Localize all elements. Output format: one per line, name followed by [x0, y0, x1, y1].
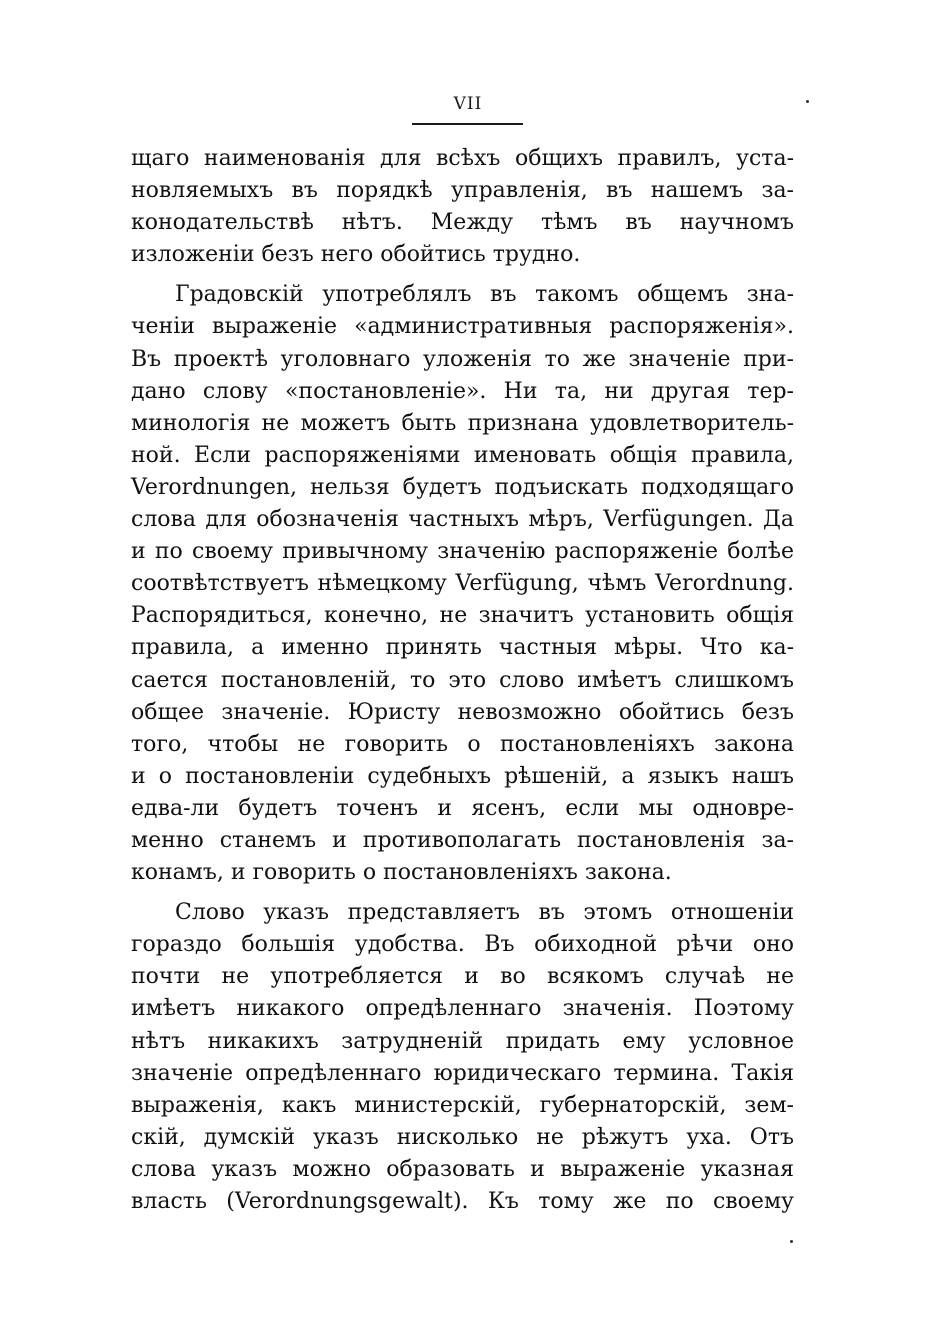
text-line: минологія не можетъ быть признана удовлетворитель- — [131, 410, 794, 436]
text-line: ной. Если распоряженіями именовать общія правила, — [131, 442, 794, 468]
text-line: имѣетъ никакого опредѣленнаго значенія. Поэтому — [131, 996, 794, 1022]
text-line: значеніе опредѣленнаго юридическаго термина. Такія — [131, 1060, 794, 1086]
text-line: менно станемъ и противополагать постановленія за- — [131, 827, 794, 853]
text-line: слова для обозначенія частныхъ мѣръ, Verfügungen. Да — [131, 507, 794, 533]
text-line: Слово указъ представляетъ въ этомъ отношеніи — [175, 900, 794, 926]
paragraph-gap — [131, 271, 794, 279]
page-number: VII — [453, 94, 483, 114]
text-line: сается постановленій, то это слово имѣетъ слишкомъ — [131, 667, 794, 693]
text-line: Распорядиться, конечно, не значитъ установить общія — [131, 603, 794, 629]
text-line: общее значеніе. Юристу невозможно обойтись безъ — [131, 699, 794, 725]
text-line: изложеніи безъ него обойтись трудно. — [131, 242, 581, 268]
text-line: и по своему привычному значенію распоряженіе болѣе — [131, 539, 794, 565]
paragraph-gap — [131, 889, 794, 897]
text-line: Verordnungen, нельзя будетъ подъискать подходящаго — [131, 474, 794, 500]
paragraph — [131, 143, 794, 271]
speck-mark — [790, 1240, 793, 1243]
text-line: и о постановленіи судебныхъ рѣшеній, а языкъ нашъ — [131, 763, 794, 789]
text-line: едва-ли будетъ точенъ и ясенъ, если мы одновре- — [131, 795, 794, 821]
text-line: соотвѣтствуетъ нѣмецкому Verfügung, чѣмъ Verordnung. — [131, 571, 794, 597]
text-line: скій, думскій указъ нисколько не рѣжутъ уха. Отъ — [131, 1124, 794, 1150]
text-line: конамъ, и говорить о постановленіяхъ закона. — [131, 860, 672, 886]
text-line: новляемыхъ въ порядкѣ управленія, въ нашемъ за- — [131, 178, 794, 204]
text-line: щаго наименованія для всѣхъ общихъ правилъ, уста- — [131, 146, 794, 171]
text-line: ченіи выраженіе «административныя распоряженія». — [131, 314, 794, 340]
text-line: правила, а именно принять частныя мѣры. Что ка- — [131, 635, 794, 661]
text-line: нѣтъ никакихъ затрудненій придать ему условное — [131, 1028, 794, 1054]
header-rule — [412, 123, 523, 125]
text-line: Градовскій употреблялъ въ такомъ общемъ зна- — [175, 282, 794, 308]
paragraph — [131, 897, 794, 1218]
text-line: выраженія, какъ министерскій, губернаторскій, зем- — [131, 1092, 794, 1118]
speck-mark — [806, 100, 809, 103]
text-line: конодательствѣ нѣтъ. Между тѣмъ въ научномъ — [131, 210, 794, 236]
text-line: почти не употребляется и во всякомъ случаѣ не — [131, 964, 794, 990]
text-line: Въ проектѣ уголовнаго уложенія то же значеніе при- — [131, 346, 794, 372]
text-line: дано слову «постановленіе». Ни та, ни другая тер- — [131, 378, 794, 404]
text-line: того, чтобы не говорить о постановленіяхъ закона — [131, 731, 794, 757]
text-body — [131, 143, 794, 1218]
paragraph — [131, 279, 794, 889]
text-line: власть (Verordnungsgewalt). Къ тому же по своему — [131, 1189, 794, 1214]
text-line: слова указъ можно образовать и выраженіе указная — [131, 1156, 794, 1182]
text-line: гораздо большія удобства. Въ обиходной рѣчи оно — [131, 932, 794, 958]
